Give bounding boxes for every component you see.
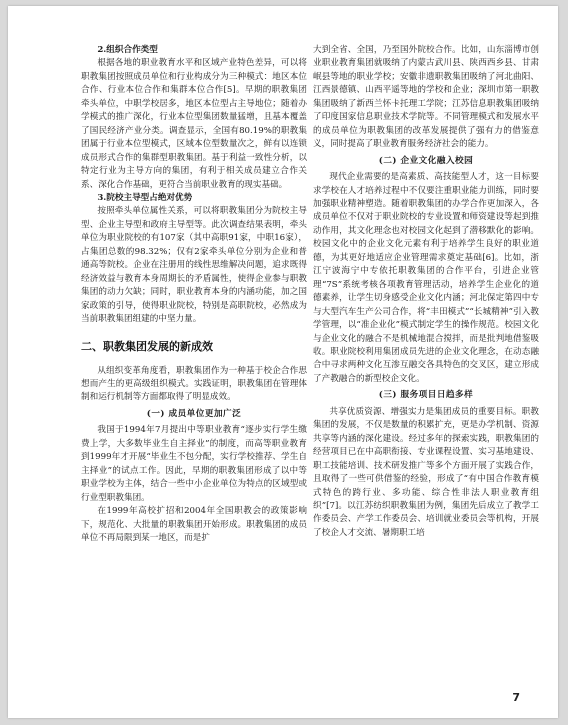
paragraph: 在1999年高校扩招和2004年全国职教会的政策影响下，规范化、大批量的职教集团开始形成。职教集团的成员单位不再局限到某一地区，而是扩 (81, 506, 307, 543)
paragraph: 共享优质资源、增强实力是集团成员的重要目标。职教集团的发展，不仅是数量的积累扩充，更是办学机制、资源共享等内涵的深化建设。经过多年的探索实践，职教集团的经营项目已在中高职衔接、专业课程设置、实习基地建设、职工技能培训、技术研发推广等多个方面开展了实践合作，且取得了一些可供借鉴的经验，形成了“有中国合作教育模式特色的跨行业、多功能、综合性非法人职业教育组织”[7]。以江苏纺织职教集团为例，集团先后成立了教学工作委员会、产学工作委员会、培训就业委员会等机构，开展了校企人才交流、暑期职工培 (313, 406, 539, 538)
paragraph: 按照牵头单位属性关系，可以将职教集团分为院校主导型、企业主导型和政府主导型等。此次调查结果表明，牵头单位为职业院校的有107家（其中高职91家，中职16家），占集团总数的98.32%；仅有2家牵头单位分别为企业和普通高等院校。企业在注册用的线性思维解决问题，追求既得经济效益与教育本身周期长的矛盾属性，使得企业参与职教集团的动力欠缺；同时，职业教育本身的内涵功能，加之国家政策的引导，使得职业院校，特别是高职院校，必然成为当前职教集团组建的中坚力量。 (81, 206, 307, 325)
page-number: 7 (512, 691, 520, 704)
subheading-services: (三) 服务项目日趋多样 (378, 390, 474, 401)
paragraph: 我国于1994年7月提出中等职业教育“逐步实行学生缴费上学，大多数毕业生自主择业”的制度，而高等职业教育到1999年才开展“毕业生不包分配，实行学校推荐、学生自主择业”的试点工作。因此，早期的职教集团形成了以中等职业学校为主体，结合一些中小企业单位为特点的区域型或行业型职教集团。 (81, 425, 307, 503)
right-column (313, 44, 539, 540)
section-title: 二、职教集团发展的新成效 (81, 339, 213, 353)
paragraph: 根据各地的职业教育水平和区域产业特色差异，可以将职教集团按照成员单位和行业构成分为三种模式：地区本位合作、行业本位合作和集群本位合作[5]。早期的职教集团牵头单位，中职学校居多，地区本位型占主导地位；随着办学模式的推广深化，行业本位型集团数量猛增，且基本覆盖了国民经济产业分类。调查显示，全国有80.19%的职教集团属于行业本位型模式，区域本位型数量次之，鲜有以连锁成员形式合作的集群型职教集团。基于利益一致性分析，以特定行业为主导方向的集团，有利于相关成员建立合作关系、深化合作基础，更符合当前职业教育的现实基础。 (81, 58, 307, 190)
paragraph: 从组织变革角度看，职教集团作为一种基于校企合作思想而产生的更高级组织模式。实践证明，职教集团在管理体制和运行机制等方面都取得了明显成效。 (81, 365, 307, 403)
heading-institution-dominant: 3.院校主导型占绝对优势 (97, 192, 193, 203)
paragraph: 现代企业需要的是高素质、高技能型人才，这一目标要求学校在人才培养过程中不仅要注重职业能力训练，同时要加强职业精神塑造。随着职教集团的办学合作更加深入，各成员单位不仅对于职业院校的专业设置和师资建设等起到推动作用，其文化理念也对校园文化起到了潜移默化的影响。校园文化中的企业文化元素有利于培养学生良好的职业道德，为其更好地适应企业管理需求奠定基础[6]。比如，浙江宁波海宁中专依托职教集团的合作平台，引进企业管理“7S”系统考核各项教育管理活动，培养学生企业化的道德素养，让学生切身感受企业文化内涵；河北保定第四中专与大型汽车生产公司合作，将“丰田模式”“长城精神”引入教学管理，以“准企业化”模式制定学生的操作规范。校园文化与企业文化的融合不是机械地混合搅拌，而是批判地借鉴吸收。职业院校利用集团成员先进的企业文化理念，在动态融合中寻求两种文化互渗互融交各具特色的交叉区，建立形成了产教融合的新型校企文化。 (313, 172, 539, 384)
subheading-culture: (二) 企业文化融入校园 (378, 155, 474, 166)
document-page (8, 6, 558, 718)
paragraph: 大到全省、全国，乃至国外院校合作。比如，山东淄博市创业职业教育集团就吸纳了内蒙古武川县、陕西西乡县、甘肃岷县等地的职业学校；安徽非遗职教集团吸纳了河北曲阳、江西景德镇、山西平遥等地的学校和企业；深圳市第一职教集团吸纳了新西兰怀卡托理工学院；江苏信息职教集团吸纳了印度国家信息职业技术学院等。不同管理模式和发展水平的成员单位为职教集团的改革发展提供了强有力的借鉴意义，同时提高了职业教育服务经济社会的能力。 (313, 45, 539, 150)
left-column (81, 44, 307, 545)
heading-organization-type: 2.组织合作类型 (97, 45, 158, 55)
subheading-members: (一) 成员单位更加广泛 (146, 408, 242, 419)
